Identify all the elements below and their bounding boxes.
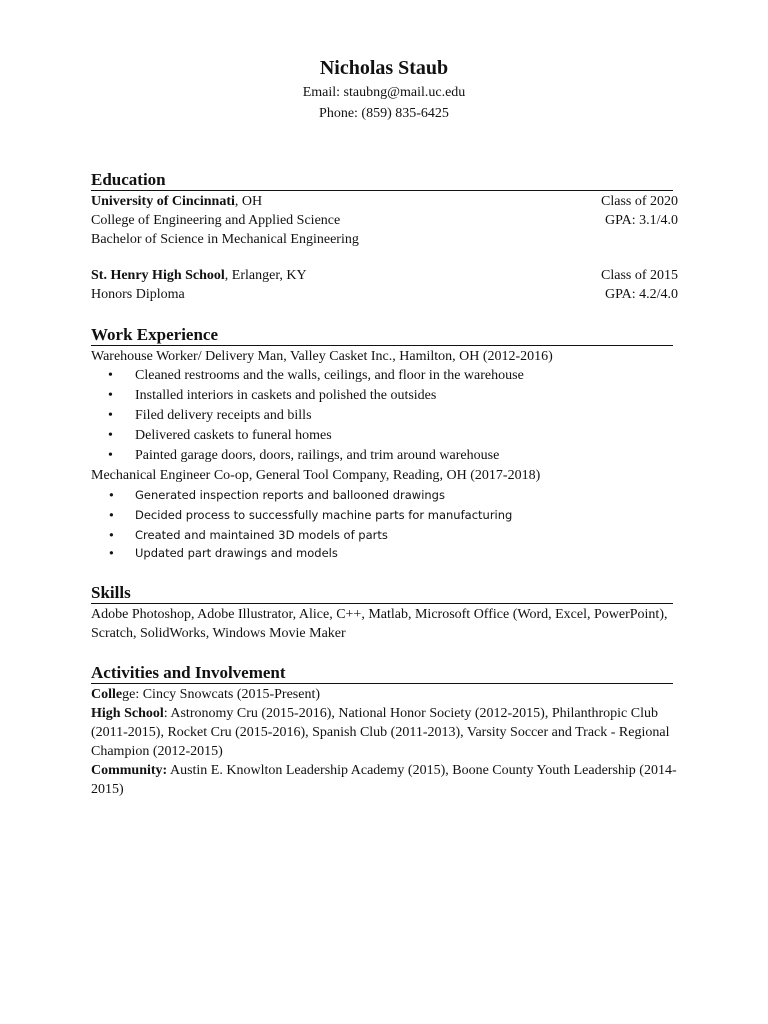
phone-line: Phone: (859) 835-6425 [319, 106, 449, 121]
education-heading: Education [91, 169, 673, 191]
school2-class: Class of 2015 [601, 268, 678, 283]
school1-location: , OH [234, 194, 263, 209]
school2-location: , Erlanger, KY [224, 268, 307, 283]
job2-bullets [91, 485, 681, 562]
hs-text: : Astronomy Cru (2015-2016), National Honor Society (2012-2015), Philanthropic Club (2011-2015), Rocket Cru (2015-2016), Spanish Club (2011-2013), Varsity Soccer and Track - Regional Champion (2012-2015) [91, 706, 670, 759]
skills-text: Adobe Photoshop, Adobe Illustrator, Alice, C++, Matlab, Microsoft Office (Word, Excel, PowerPoint), Scratch, SolidWorks, Windows Movie Maker [91, 607, 668, 641]
work-section [91, 324, 681, 562]
community-text: Austin E. Knowlton Leadership Academy (2015), Boone County Youth Leadership (2014-2015) [91, 763, 677, 797]
edu-row-diploma [91, 285, 678, 304]
school2-gpa: GPA: 4.2/4.0 [604, 287, 678, 302]
activity-high-school [91, 704, 681, 761]
school2-name: St. Henry High School [91, 268, 225, 283]
college-label: Colle [91, 687, 123, 702]
community-label: Community: [91, 763, 168, 778]
list-item: • Filed delivery receipts and bills [135, 406, 681, 426]
college-label-rest: ge: [122, 687, 140, 702]
edu-row-college [91, 211, 678, 230]
edu-row-school1 [91, 192, 678, 211]
skills-section [91, 582, 681, 643]
work-heading: Work Experience [91, 324, 673, 346]
list-item: • Delivered caskets to funeral homes [135, 426, 681, 446]
school2-diploma: Honors Diploma [91, 287, 185, 302]
job1-bullets [91, 366, 681, 466]
school1-gpa: GPA: 3.1/4.0 [604, 213, 678, 228]
school1-college: College of Engineering and Applied Science [91, 213, 341, 228]
activities-section [91, 662, 681, 799]
school1-name: University of Cincinnati [91, 194, 235, 209]
activity-college [91, 685, 681, 704]
list-item: • Generated inspection reports and ballooned drawings [135, 485, 681, 505]
school1-degree: Bachelor of Science in Mechanical Engineering [91, 232, 359, 247]
edu-row-school2 [91, 266, 678, 285]
list-item: • Cleaned restrooms and the walls, ceilings, and floor in the warehouse [135, 366, 681, 386]
skills-heading: Skills [91, 582, 673, 604]
list-item: • Painted garage doors, doors, railings, and trim around warehouse [135, 446, 681, 466]
resume-header [0, 54, 768, 124]
college-text: Cincy Snowcats (2015-Present) [139, 687, 321, 702]
list-item: • Created and maintained 3D models of parts [135, 525, 681, 545]
activities-heading: Activities and Involvement [91, 662, 673, 684]
list-item: • Installed interiors in caskets and polished the outsides [135, 386, 681, 406]
hs-label: High School [91, 706, 164, 721]
email-line: Email: staubng@mail.uc.edu [302, 85, 466, 100]
list-item: • Updated part drawings and models [135, 545, 681, 562]
job1-heading: Warehouse Worker/ Delivery Man, Valley Casket Inc., Hamilton, OH (2012-2016) [91, 349, 553, 364]
job2-heading: Mechanical Engineer Co-op, General Tool Company, Reading, OH (2017-2018) [91, 468, 541, 483]
activity-community [91, 761, 681, 799]
school1-class: Class of 2020 [601, 194, 678, 209]
education-section [91, 169, 681, 304]
spacer [91, 249, 681, 266]
list-item: • Decided process to successfully machine parts for manufacturing [135, 505, 681, 525]
candidate-name: Nicholas Staub [319, 57, 449, 79]
